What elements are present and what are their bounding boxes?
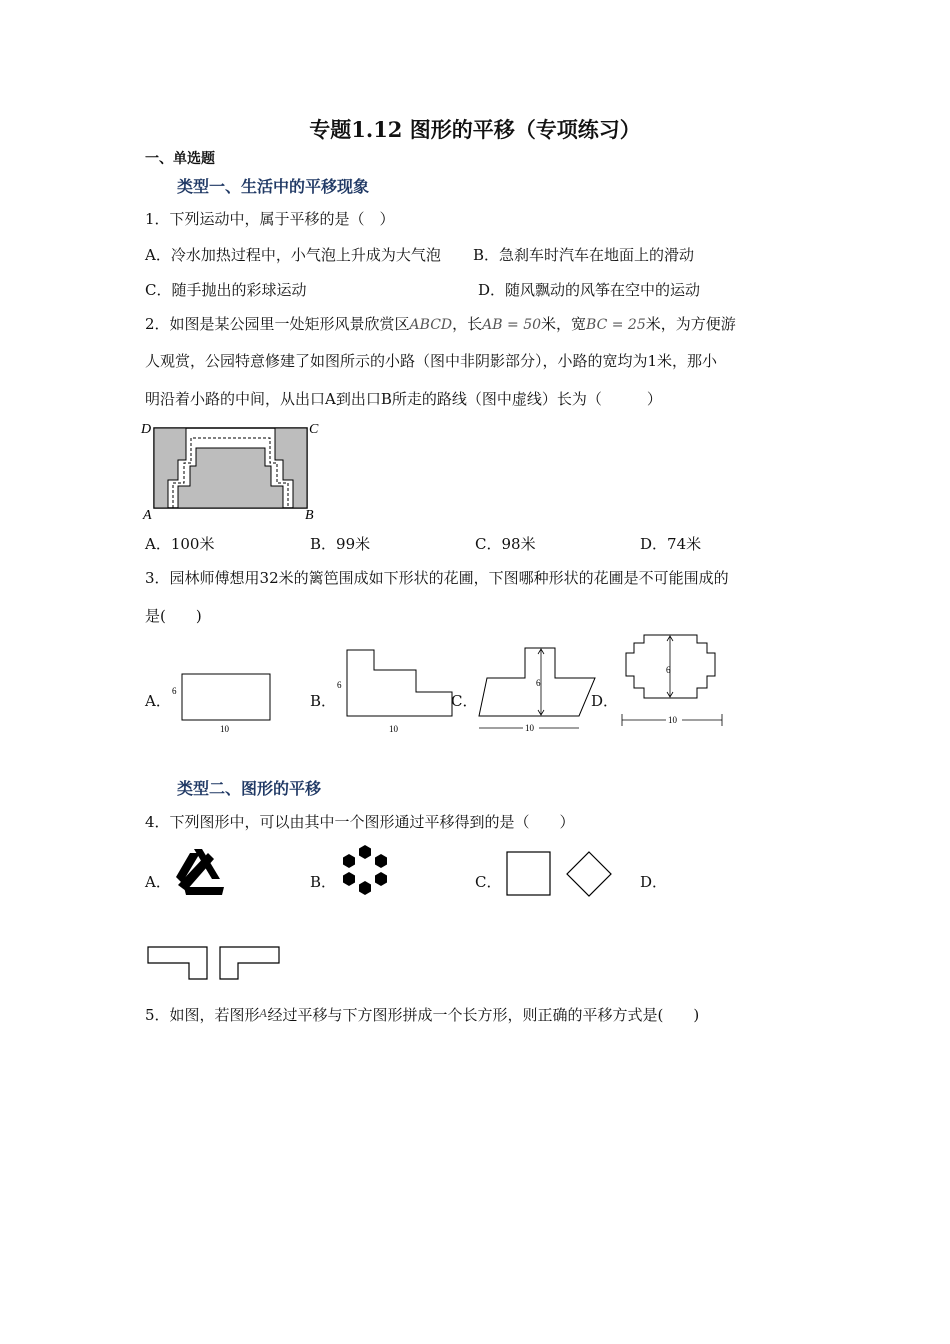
q2-label-a: A	[143, 508, 152, 522]
q2-label-d: D	[141, 422, 152, 437]
q1-stem: 1．下列运动中，属于平移的是（ ）	[145, 210, 395, 228]
section-heading: 一、单选题	[145, 151, 215, 167]
q2-option-c: C．98米	[475, 535, 536, 553]
q4-stem: 4．下列图形中，可以由其中一个图形通过平移得到的是（ ）	[145, 813, 575, 831]
q1-option-b: B．急刹车时汽车在地面上的滑动	[473, 246, 695, 264]
q5-stem	[145, 1004, 699, 1025]
q3-option-a: A．	[145, 692, 171, 710]
q1-option-d: D．随风飘动的风筝在空中的运动	[478, 281, 701, 299]
type-heading-2: 类型二、图形的平移	[177, 779, 322, 798]
q4-figure-b	[337, 843, 393, 897]
q3-option-b: B．	[310, 692, 337, 710]
type-heading-1: 类型一、生活中的平移现象	[177, 177, 370, 196]
q4-figure-a	[172, 845, 230, 897]
q2-option-d: D．74米	[640, 535, 702, 553]
q3-b-dim6: 6	[337, 680, 342, 690]
q3-a-dim10: 10	[220, 724, 229, 734]
q4-figure-d	[145, 942, 285, 984]
q3-b-dim10: 10	[389, 724, 398, 734]
q1-option-c: C．随手抛出的彩球运动	[145, 281, 307, 299]
q2-park-figure	[140, 418, 325, 522]
q2-line-3: 明沿着小路的中间，从出口A到出口B所走的路线（图中虚线）长为（ ）	[145, 390, 662, 408]
q3-figure-b	[334, 646, 459, 738]
q4-option-b: B．	[310, 873, 337, 891]
q3-line-2: 是( )	[145, 607, 202, 625]
q2-line-2: 人观赏，公园特意修建了如图所示的小路（图中非阴影部分），小路的宽均为1米，那小	[145, 352, 718, 370]
q5-text-a: 5．如图，若图形	[145, 1006, 260, 1024]
q5-symbol: A	[259, 1007, 268, 1020]
q2-option-b: B．99米	[310, 535, 371, 553]
q3-a-dim6: 6	[172, 686, 177, 696]
q3-figure-a	[170, 666, 280, 738]
q3-c-dim10: 10	[525, 723, 534, 733]
q2-text-d: 米，为方便游	[645, 315, 736, 333]
q4-option-a: A．	[145, 873, 171, 891]
q2-text-b: ，长	[452, 315, 483, 333]
q3-d-dim6: 6	[666, 665, 671, 675]
q2-label-b: B	[305, 508, 314, 522]
q2-ab: AB = 50	[482, 317, 542, 333]
q4-option-d: D．	[640, 873, 668, 891]
q5-text-b: 经过平移与下方图形拼成一个长方形，则正确的平移方式是( )	[267, 1006, 700, 1024]
q3-figure-c	[475, 644, 600, 740]
q3-line-1: 3．园林师傅想用32米的篱笆围成如下形状的花圃，下图哪种形状的花圃是不可能围成的	[145, 569, 729, 587]
q2-text-a: 2．如图是某公园里一处矩形风景欣赏区	[145, 315, 410, 333]
q2-text-c: 米，宽	[541, 315, 587, 333]
page-title: 专题1.12 图形的平移（专项练习）	[309, 117, 641, 142]
q4-figure-c	[500, 846, 618, 902]
q1-option-a: A．冷水加热过程中，小气泡上升成为大气泡	[145, 246, 441, 264]
q2-label-c: C	[309, 422, 319, 437]
q3-figure-d	[614, 628, 729, 734]
q2-option-a: A．100米	[145, 535, 215, 553]
q2-abcd: ABCD	[409, 317, 453, 333]
q2-line-1	[145, 313, 736, 334]
q3-d-dim10: 10	[668, 715, 677, 725]
q3-option-d: D．	[591, 692, 619, 710]
q3-c-dim6: 6	[536, 678, 541, 688]
q4-option-c: C．	[475, 873, 502, 891]
q3-option-c: C．	[451, 692, 478, 710]
q2-bc: BC = 25	[586, 317, 646, 333]
